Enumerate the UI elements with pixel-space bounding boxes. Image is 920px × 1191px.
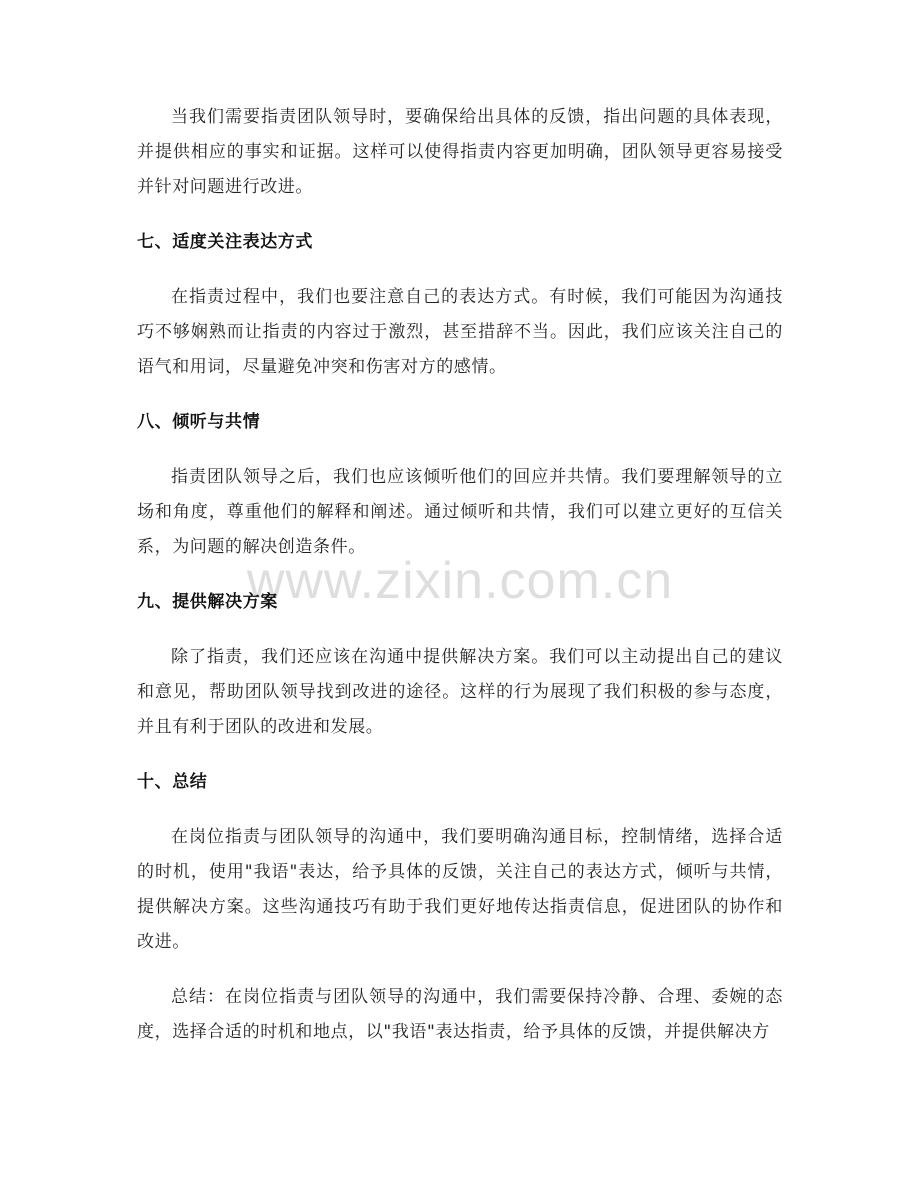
- document-body: [137, 100, 783, 1050]
- section-heading-7: 七、适度关注表达方式: [137, 232, 313, 252]
- watermark: www.zixin.com.cn: [246, 552, 674, 610]
- section-heading-10: 十、总结: [137, 772, 208, 792]
- intro-paragraph: 当我们需要指责团队领导时，要确保给出具体的反馈，指出问题的具体表现，并提供相应的事实和证据。这样可以使得指责内容更加明确，团队领导更容易接受并针对问题进行改进。: [137, 107, 783, 197]
- section-paragraph-9: 除了指责，我们还应该在沟通中提供解决方案。我们可以主动提出自己的建议和意见，帮助团队领导找到改进的途径。这样的行为展现了我们积极的参与态度，并且有利于团队的改进和发展。: [137, 647, 783, 737]
- summary-paragraph: 总结：在岗位指责与团队领导的沟通中，我们需要保持冷静、合理、委婉的态度，选择合适的时机和地点，以"我语"表达指责，给予具体的反馈，并提供解决方: [137, 987, 783, 1042]
- section-paragraph-7: 在指责过程中，我们也要注意自己的表达方式。有时候，我们可能因为沟通技巧不够娴熟而让指责的内容过于激烈，甚至措辞不当。因此，我们应该关注自己的语气和用词，尽量避免冲突和伤害对方的感情。: [137, 287, 783, 377]
- section-paragraph-10: 在岗位指责与团队领导的沟通中，我们要明确沟通目标，控制情绪，选择合适的时机，使用"我语"表达，给予具体的反馈，关注自己的表达方式，倾听与共情，提供解决方案。这些沟通技巧有助于我们更好地传达指责信息，促进团队的协作和改进。: [137, 827, 783, 952]
- section-heading-8: 八、倾听与共情: [137, 412, 261, 432]
- section-paragraph-8: 指责团队领导之后，我们也应该倾听他们的回应并共情。我们要理解领导的立场和角度，尊重他们的解释和阐述。通过倾听和共情，我们可以建立更好的互信关系，为问题的解决创造条件。: [137, 467, 783, 557]
- section-heading-9: 九、提供解决方案: [137, 592, 278, 612]
